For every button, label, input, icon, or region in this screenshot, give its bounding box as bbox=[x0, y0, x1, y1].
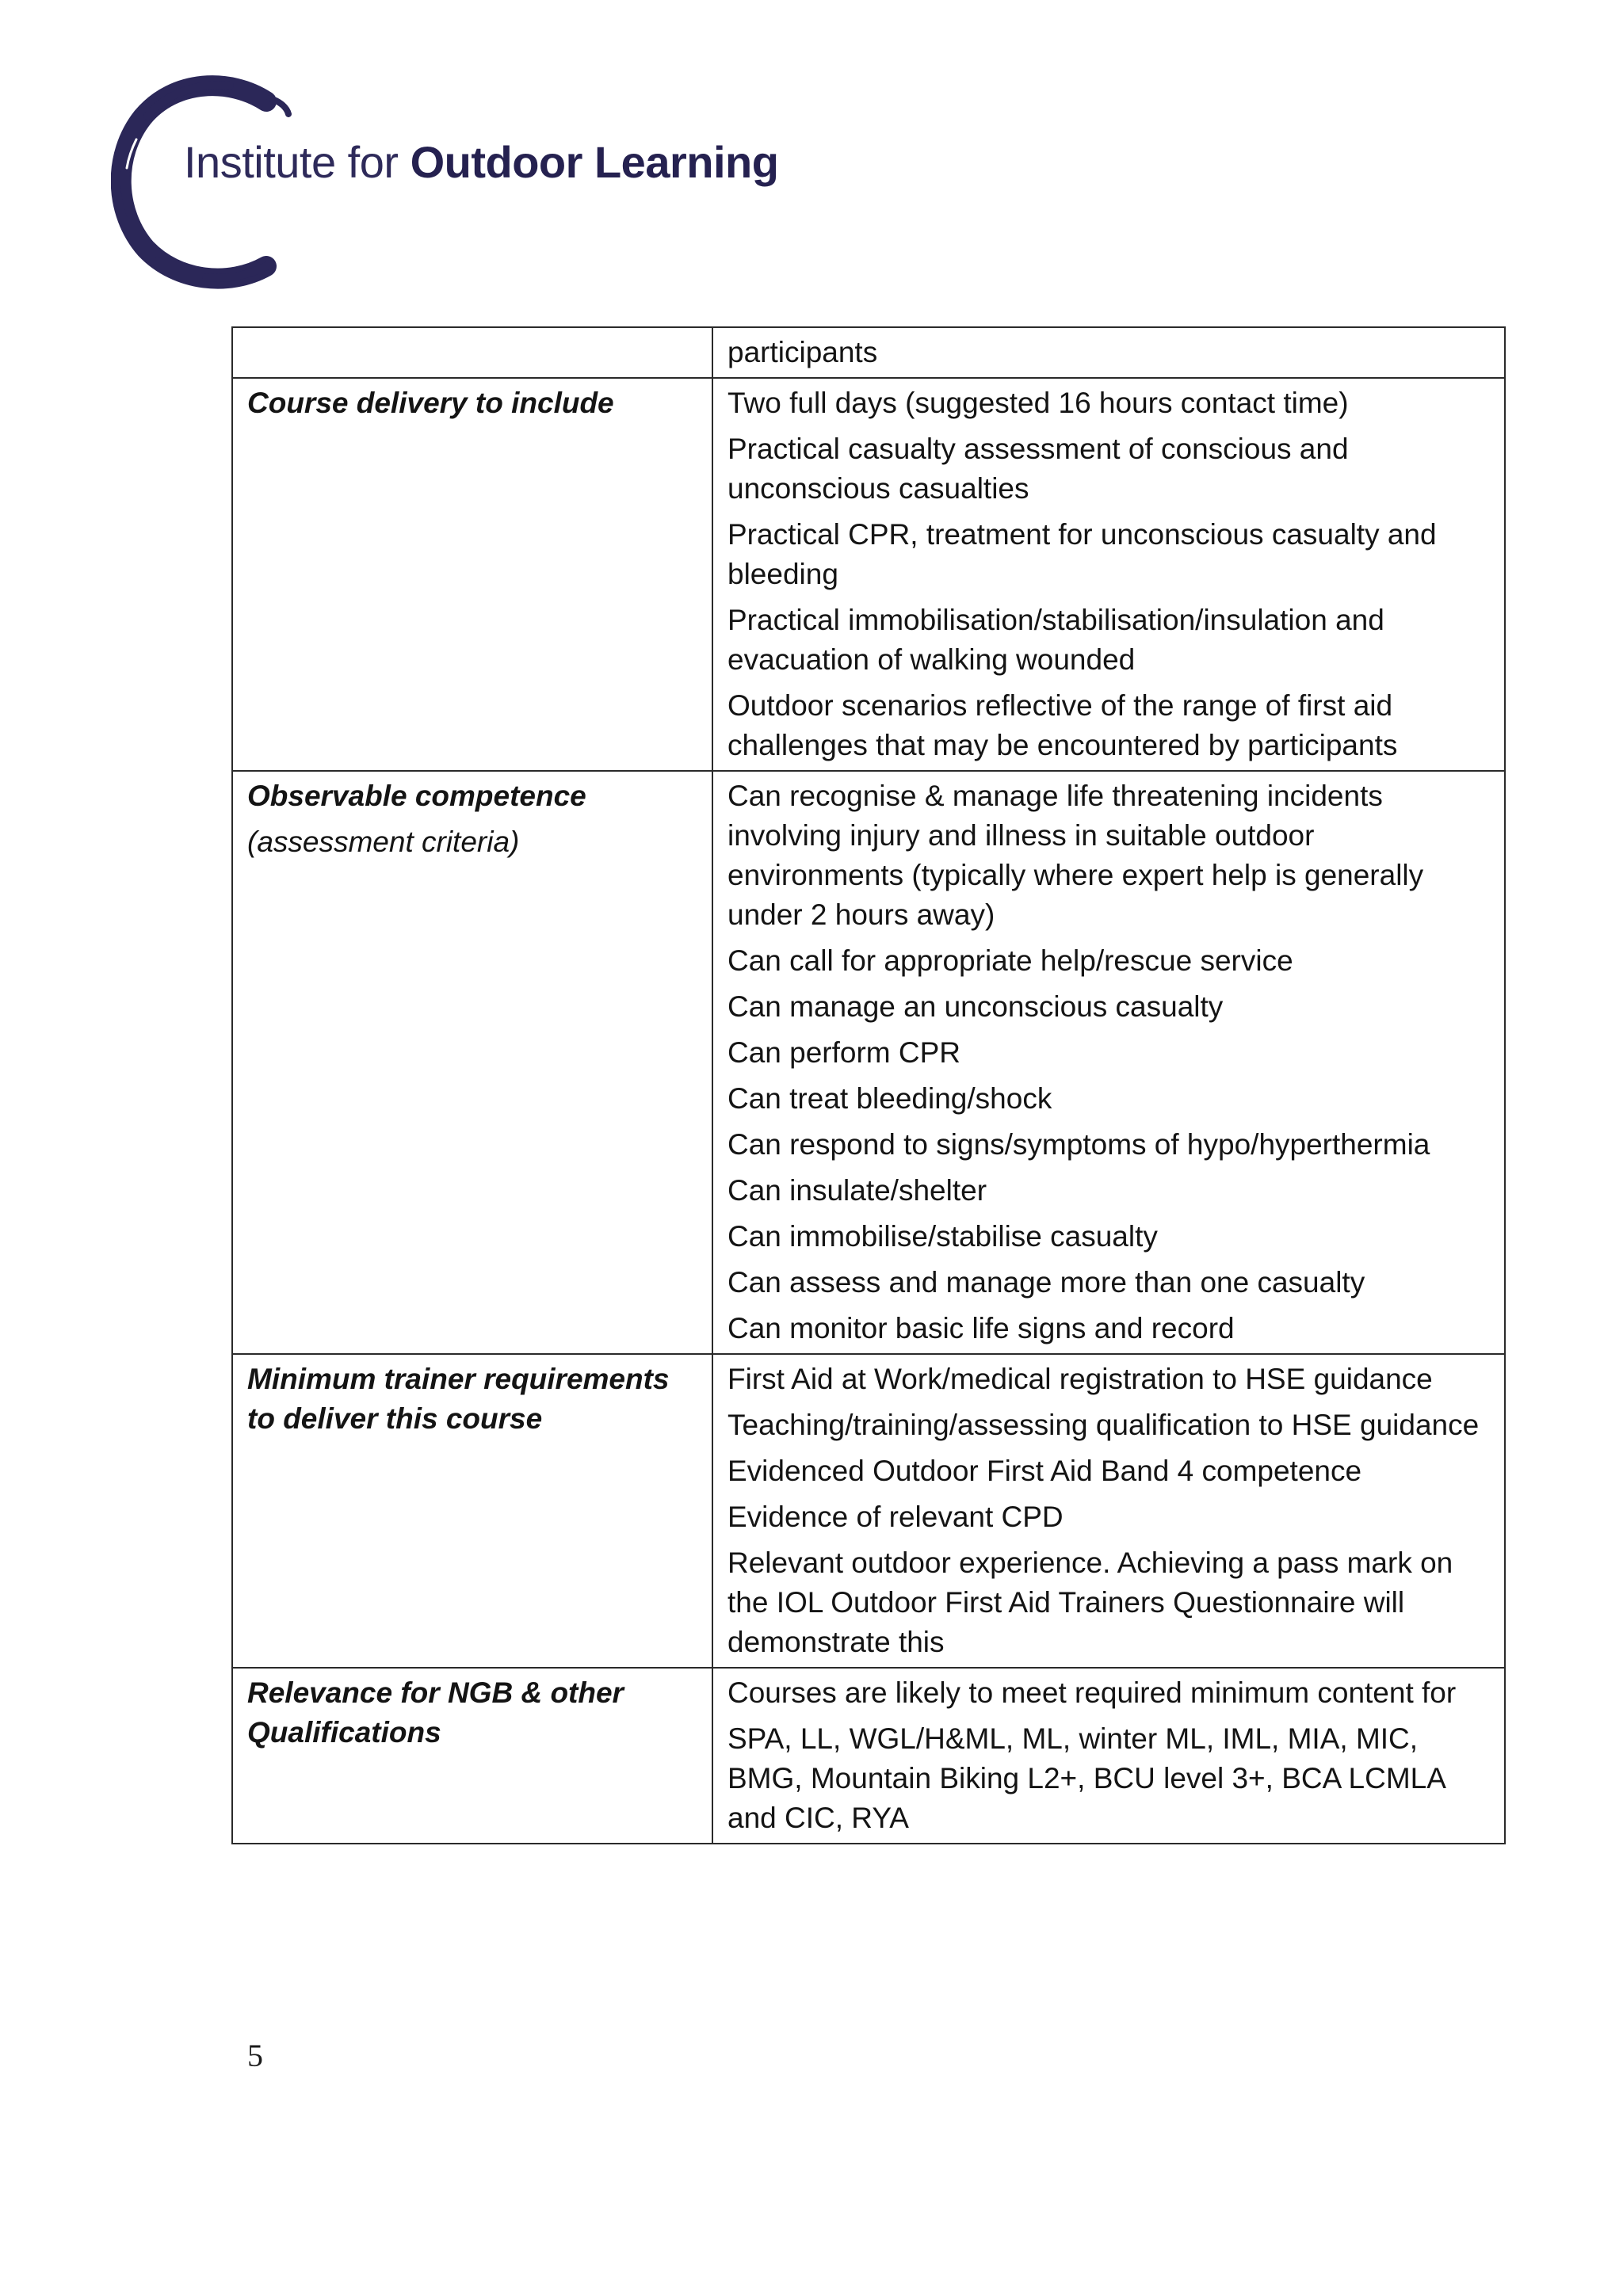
row-label-cell bbox=[232, 1668, 712, 1844]
page-number: 5 bbox=[247, 2038, 263, 2073]
logo bbox=[111, 70, 808, 292]
row-label: Relevance for NGB & other Qualifications bbox=[247, 1676, 624, 1749]
row-label-cell bbox=[232, 1354, 712, 1668]
content-item: participants bbox=[727, 336, 878, 368]
table-row bbox=[232, 378, 1505, 771]
content-item: Teaching/training/assessing qualification to HSE guidance bbox=[727, 1409, 1480, 1441]
row-label: Observable competence bbox=[247, 780, 586, 812]
content-item: Practical casualty assessment of conscious and unconscious casualties bbox=[727, 433, 1349, 505]
row-sublabel: (assessment criteria) bbox=[247, 826, 520, 858]
content-item: SPA, LL, WGL/H&ML, ML, winter ML, IML, MIA, MIC, BMG, Mountain Biking L2+, BCU level 3+, BCA LCMLA and CIC, RYA bbox=[727, 1722, 1445, 1834]
content-item: Evidenced Outdoor First Aid Band 4 competence bbox=[727, 1455, 1362, 1487]
course-spec-table bbox=[231, 326, 1506, 1844]
row-content-cell bbox=[712, 1354, 1505, 1668]
logo-text-light: Institute for bbox=[184, 137, 411, 187]
row-label: Minimum trainer requirements to deliver this course bbox=[247, 1363, 670, 1435]
content-item: First Aid at Work/medical registration to HSE guidance bbox=[727, 1363, 1433, 1395]
content-item: Can assess and manage more than one casualty bbox=[727, 1266, 1365, 1299]
table-body bbox=[232, 327, 1505, 1844]
content-item: Can manage an unconscious casualty bbox=[727, 990, 1224, 1023]
table-row bbox=[232, 1668, 1505, 1844]
content-item: Two full days (suggested 16 hours contact time) bbox=[727, 387, 1349, 419]
content-item: Can perform CPR bbox=[727, 1036, 961, 1069]
content-item: Practical immobilisation/stabilisation/insulation and evacuation of walking wounded bbox=[727, 604, 1384, 676]
content-item: Evidence of relevant CPD bbox=[727, 1501, 1064, 1533]
content-item: Can call for appropriate help/rescue service bbox=[727, 944, 1293, 977]
content-item: Relevant outdoor experience. Achieving a pass mark on the IOL Outdoor First Aid Trainers Questionnaire will demonstrate this bbox=[727, 1547, 1453, 1658]
row-label: Course delivery to include bbox=[247, 387, 614, 419]
content-item: Can insulate/shelter bbox=[727, 1174, 987, 1207]
content-item: Can recognise & manage life threatening incidents involving injury and illness in suitable outdoor environments (typically where expert help is generally under 2 hours away) bbox=[727, 780, 1424, 931]
content-item: Courses are likely to meet required minimum content for bbox=[727, 1676, 1457, 1709]
row-label-cell bbox=[232, 327, 712, 378]
row-content-cell bbox=[712, 1668, 1505, 1844]
content-item: Can respond to signs/symptoms of hypo/hyperthermia bbox=[727, 1128, 1430, 1161]
logo-wordmark bbox=[184, 135, 778, 190]
row-label-cell bbox=[232, 771, 712, 1354]
row-content-cell bbox=[712, 771, 1505, 1354]
row-content-cell bbox=[712, 327, 1505, 378]
content-item: Can immobilise/stabilise casualty bbox=[727, 1220, 1158, 1253]
content-item: Outdoor scenarios reflective of the range of first aid challenges that may be encountered by participants bbox=[727, 689, 1398, 761]
logo-text-bold: Outdoor Learning bbox=[410, 137, 779, 187]
table-row bbox=[232, 771, 1505, 1354]
row-label-cell bbox=[232, 378, 712, 771]
content-item: Practical CPR, treatment for unconscious casualty and bleeding bbox=[727, 518, 1437, 590]
table-row bbox=[232, 327, 1505, 378]
content-item: Can monitor basic life signs and record bbox=[727, 1312, 1235, 1344]
table-row bbox=[232, 1354, 1505, 1668]
row-content-cell bbox=[712, 378, 1505, 771]
content-item: Can treat bleeding/shock bbox=[727, 1082, 1052, 1115]
